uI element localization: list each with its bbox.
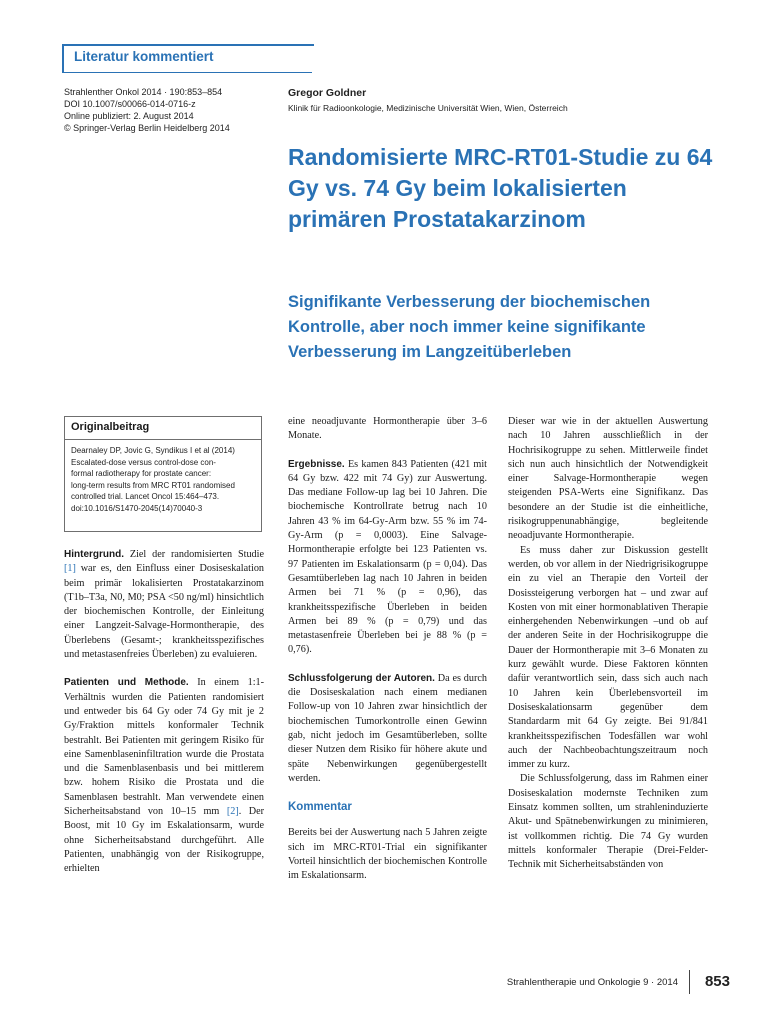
page-number: 853 [704, 973, 730, 990]
author-name: Gregor Goldner [288, 87, 367, 99]
paragraph-results [288, 458, 487, 658]
paragraph-comment-1-cont: Dieser war wie in der aktuellen Auswertung nach 10 Jahren ausschließlich in der Hochrisikogruppe zu sehen. Mittlerweile findet sich nun auch hinsichtlich der Notwendigkeit einer Salvage-Hormontherapie wegen steigenden PSA-Werts eine Signifikanz. Das besondere an der Studie ist die einheitliche, risikogruppenunabhängige, begleitende neoadjuvante Hormontherapie. [508, 416, 708, 542]
methods-label: Patienten und Methode. [64, 677, 189, 689]
reference-line: Escalated-dose versus control-dose con- [71, 457, 216, 467]
paragraph-methods [64, 676, 264, 876]
reference-line: controlled trial. Lancet Oncol 15:464–473. [71, 492, 220, 501]
meta-line: © Springer-Verlag Berlin Heidelberg 2014 [64, 123, 230, 133]
header-rule [62, 72, 312, 73]
original-reference [65, 440, 261, 514]
paragraph-comment-1: Bereits bei der Auswertung nach 5 Jahren zeigte sich im MRC-RT01-Trial ein signifikanter Vorteil hinsichtlich der biochemischen Kontrolle im Eskalationsarm. [288, 827, 487, 882]
reference-line: long-term results from MRC RT01 randomised [71, 480, 235, 490]
column-1 [64, 548, 264, 877]
reference-line: doi:10.1016/S1470-2045(14)70040-3 [71, 503, 203, 513]
background-label: Hintergrund. [64, 549, 124, 560]
reference-link-1[interactable]: [1] [64, 563, 76, 575]
original-heading: Originalbeitrag [65, 417, 261, 440]
conclusion-label: Schlussfolgerung der Autoren. [288, 672, 435, 684]
paragraph-conclusion [288, 672, 487, 786]
footer-journal: Strahlentherapie und Onkologie 9 · 2014 [506, 977, 678, 988]
original-article-box [64, 416, 262, 532]
meta-line: DOI 10.1007/s00066-014-0716-z [64, 99, 196, 109]
column-3 [508, 415, 708, 873]
paragraph-comment-3: Die Schlussfolgerung, dass im Rahmen einer Dosiseskalation modernste Techniken zum Einsatz kommen sollten, um strahleninduzierte Akut- und Spätnebenwirkungen zu minimieren, ist vollkommen richtig. Die 74 Gy wurden mittels konformaler Therapie (Drei-Felder-Technik mit Sicherheitsabständen von [508, 773, 708, 871]
section-label: Literatur kommentiert [74, 49, 214, 64]
paragraph-comment-2: Es muss daher zur Diskussion gestellt werden, ob vor allem in der Niedrigrisikogruppe ein zu viel an Therapie den Vorteil der Dosissteigerung verborgen hat – und zwar auf Kosten von mit einer hormonablativen Therapie einhergehenden Nebenwirkungen –und ob auf der anderen Seite in der Hochrisikogruppe die Dauer der Hormontherapie mit 3–6 Monaten zu kurz gewählt wurde. Diese Faktoren könnten dafür verantwortlich sein, dass sich auch nach 10 Jahren kein Überlebensvorteil im Dosiseskalationsarm gegenüber dem Standardarm mit 64 Gy zeigte. Bei 91/841 krankheitsspezifischen Todesfällen war wohl auch der Nachbeobachtungszeitraum noch immer zu kurz. [508, 544, 708, 771]
footer-divider [689, 970, 690, 994]
reference-link-2[interactable]: [2] [226, 806, 239, 818]
methods-text: . Der Boost, mit 10 Gy im Eskalationsarm, wurde ohne Sicherheitsabstand durchgeführt. Alle Patienten, unabhängig von der Risikogruppe, erhielten [64, 806, 264, 875]
paragraph-background [64, 548, 264, 662]
author-affiliation: Klinik für Radioonkologie, Medizinische Universität Wien, Wien, Österreich [288, 103, 568, 113]
methods-text: In einem 1:1-Verhältnis wurden die Patienten randomisiert und entweder bis 64 Gy oder 74 Gy mit je 2 Gy/Fraktion mittels konformaler Technik bestrahlt. Bei Patienten mit geringem Risiko für eine Samenblaseninfiltration wurde die Prostata und die Samenblasenbasis und bei mittlerem bzw. hohem Risiko die Prostata und die Samenblasen bestrahlt. Man verwendete einen Sicherheitsabstand von 10–15 mm [64, 677, 265, 818]
results-label: Ergebnisse. [288, 458, 345, 470]
meta-line: Online publiziert: 2. August 2014 [64, 111, 194, 121]
reference-line: formal radiotherapy for prostate cancer: [71, 469, 212, 478]
comment-heading: Kommentar [288, 801, 352, 814]
background-text: war es, den Einfluss einer Dosiseskalation beim primär lokalisierten Prostatakarzinom (T1b–T3a, N0, M0; PSA <50 ng/ml) hinsichtlich der biochemischen Kontrolle, der Einleitung einer Langzeit-Salvage-Hormontherapie, des Überlebens (Gesamt-; krankheitsspezifisches und metastasenfreies Überleben) zu evaluieren. [64, 563, 265, 661]
reference-line: Dearnaley DP, Jovic G, Syndikus I et al (2014) [71, 446, 235, 455]
section-tab [62, 44, 314, 72]
column-2 [288, 415, 487, 884]
background-text: Ziel der randomisierten Studie [129, 549, 264, 560]
conclusion-text: Da es durch die Dosiseskalation nach einem medianen Follow-up von 10 Jahren zwar hinsichtlich der biochemischen Tumorkontrolle einen Gewinn gab, nicht jedoch im Gesamtüberleben, sollte dieser Nutzen dem Risiko für höhere akute und späte Nebenwirkungen gegenübergestellt werden. [288, 672, 487, 784]
article-title: Randomisierte MRC-RT01-Studie zu 64 Gy vs. 74 Gy beim lokalisierten primären Prostatakarzinom [288, 144, 713, 232]
citation-meta [64, 86, 264, 134]
paragraph-methods-cont: eine neoadjuvante Hormontherapie über 3–6 Monate. [288, 416, 487, 442]
article-subtitle: Signifikante Verbesserung der biochemischen Kontrolle, aber noch immer keine signifikante Verbesserung im Langzeitüberleben [288, 293, 651, 361]
meta-line: Strahlenther Onkol 2014 · 190:853–854 [64, 87, 223, 97]
results-text: Es kamen 843 Patienten (421 mit 64 Gy bzw. 422 mit 74 Gy) zur Auswertung. Das mediane Follow-up lag bei 10 Jahren. Die biochemische Kontrollrate betrug nach 10 Jahren 43 % im 64-Gy-Arm bzw. 55 % im 74-Gy-Arm (p = 0,0003). Eine Salvage-Hormontherapie erfolgte bei 123 Patienten vs. 97 Patienten im Eskalationsarm (p = 0,04). Das Gesamtüberleben lag nach 10 Jahren in beiden Armen bei 71 % (p = 0,96), das krankheitsspezifische Überleben in beiden Armen bei 89 % (p = 0,79) und das metastasenfreie Überleben bei je 88 % (p = 0,76). [288, 458, 487, 656]
